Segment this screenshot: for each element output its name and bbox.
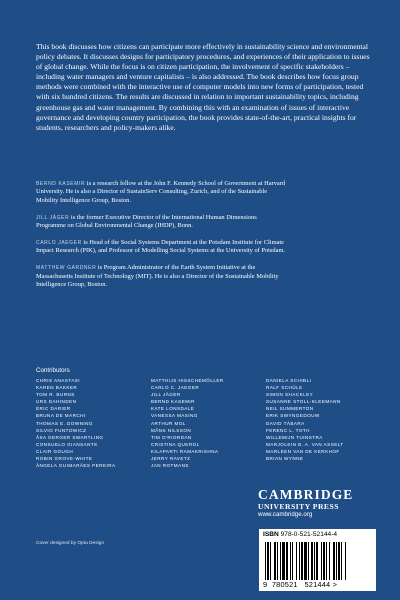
- publisher-name: CAMBRIDGE: [258, 487, 354, 502]
- contributor-name: MARJOLEIN B. A. VAN ASSELT: [266, 441, 344, 447]
- author-name: JILL JÄGER: [36, 214, 70, 221]
- isbn-label: ISBN 978-0-521-52144-4: [263, 531, 338, 538]
- contributor-name: FERENC L. TOTH: [266, 427, 310, 433]
- author-name: MATTHEW GARDNER: [36, 265, 97, 272]
- publisher-subname: UNIVERSITY PRESS: [258, 502, 339, 511]
- author-bio: [36, 264, 286, 289]
- barcode-icon: [265, 542, 370, 580]
- contributor-name: KATE LONSDALE: [151, 406, 195, 412]
- contributor-name: JAN ROTMANS: [151, 463, 189, 469]
- cover-credit: Cover designed by Opta Design: [36, 541, 104, 546]
- author-bio: [36, 214, 286, 231]
- contributor-name: ÉRIC DARIER: [36, 406, 71, 412]
- contributor-name: WILLEMIJN TUINSTRA: [266, 434, 323, 440]
- contributor-name: ARTHUR MOL: [151, 420, 186, 426]
- author-bio: [36, 239, 286, 256]
- contributor-name: KILAPARTI RAMAKRISHNA: [151, 448, 219, 454]
- contributor-name: BRIAN WYNNE: [266, 456, 304, 462]
- contributor-name: DANIELA SCHIBLI: [266, 378, 312, 383]
- contributor-name: VANESSA MASING: [151, 413, 198, 419]
- contributor-name: JILL JÄGER: [151, 392, 181, 398]
- isbn-barcode: [259, 529, 376, 591]
- contributor-name: ERIK SWYNGEDOUW: [266, 413, 320, 419]
- contributor-name: CHRIS ANASTASI: [36, 378, 80, 383]
- contributors-column: [151, 377, 266, 469]
- contributor-name: THOMAS E. DOWNING: [36, 420, 93, 426]
- contributor-name: CONSUELO GIANSANTE: [36, 441, 98, 447]
- author-bio-text: is Head of the Social Systems Department at the Potsdam Institute for Climate Impact Research (PIK), and Professor of Modelling Social Systems at the University of Potsdam.: [36, 239, 286, 255]
- contributor-name: BRUNA DE MARCHI: [36, 413, 86, 419]
- author-bio-text: is Program Administrator of the Earth System Initiative at the Massachusetts Institute of Technology (MIT). He is also a Director of the Sustainable Mobility Intelligence Group, Boston.: [36, 264, 279, 289]
- author-name: CARLO JAEGER: [36, 240, 82, 247]
- author-name: BERND KASEMIR: [36, 181, 86, 187]
- contributors-column: [266, 377, 381, 469]
- contributor-name: NEIL SUMMERTON: [266, 406, 314, 412]
- author-bios: [36, 180, 286, 298]
- contributor-name: MARLEEN VAN DE KERKHOF: [266, 448, 340, 454]
- contributor-name: TOM R. BURNS: [36, 392, 75, 398]
- publisher-url: www.cambridge.org: [258, 511, 313, 518]
- contributors-list: [36, 377, 381, 469]
- contributor-name: CRISTINA QUEROL: [151, 441, 200, 447]
- author-bio: [36, 180, 286, 205]
- author-bio-text: is the former Executive Director of the International Human Dimensions Programme on Global Environmental Change (IHDP), Bonn.: [36, 213, 257, 230]
- contributor-name: ÅSA GERGER SWARTLING: [36, 434, 104, 440]
- contributor-name: JERRY RAVETZ: [151, 456, 191, 462]
- book-description: This book discusses how citizens can participate more effectively in sustainability science and environmental policy debates. It discusses designs for participatory procedures, and experiences of their application to issues of global change. While the focus is on citizen participation, the involvement of specific stakeholders – including water managers and venture capitalists – is also addressed. The book describes how focus group methods were combined with the interactive use of computer models into new forms of participation, tested with six hundred citizens. The results are discussed in relation to important sustainability topics, including greenhouse gas and water management. By combining this with an examination of issues of interactive governance and developing country participation, the book provides state-of-the-art, practical insights for students, researchers and policy-makers alike.: [36, 42, 370, 132]
- contributor-name: ÂNGELA GUIMARÃES PEREIRA: [36, 463, 116, 469]
- contributor-name: MÅNS NILSSON: [151, 427, 192, 433]
- contributors-heading: Contributors: [36, 367, 70, 374]
- author-bio-text: is a research fellow at the John F. Kennedy School of Government at Harvard University. He is also a Director of SustainServ Consulting, Zurich, and of the Sustainable Mobility Intelligence Group, Boston.: [36, 180, 286, 204]
- contributor-name: MATTHIJS HISSCHEMÖLLER: [151, 378, 224, 383]
- publisher-logo: [258, 488, 376, 519]
- contributor-name: URS DAHINDEN: [36, 399, 77, 405]
- contributor-name: BERND KASEMIR: [151, 399, 195, 405]
- barcode-digits: 9 780521 521444 >: [263, 580, 338, 589]
- contributor-name: TIM O'RIORDAN: [151, 434, 192, 440]
- contributor-name: SIMON SHACKLEY: [266, 392, 314, 398]
- contributor-name: RALF SCHÜLE: [266, 385, 303, 391]
- contributors-column: [36, 377, 151, 469]
- contributor-name: DAVID TÀBARA: [266, 420, 305, 426]
- contributor-name: SUSANNE STOLL-KLEEMANN: [266, 399, 341, 405]
- contributor-name: CARLO C. JAEGER: [151, 385, 200, 391]
- contributor-name: KAREN BAKKER: [36, 385, 78, 391]
- contributor-name: CLAIR GOUGH: [36, 448, 74, 454]
- isbn-number: 978-0-521-52144-4: [280, 531, 338, 538]
- contributor-name: SILVIO FUNTOWICZ: [36, 427, 87, 433]
- contributor-name: ROBIN GROVE-WHITE: [36, 456, 93, 462]
